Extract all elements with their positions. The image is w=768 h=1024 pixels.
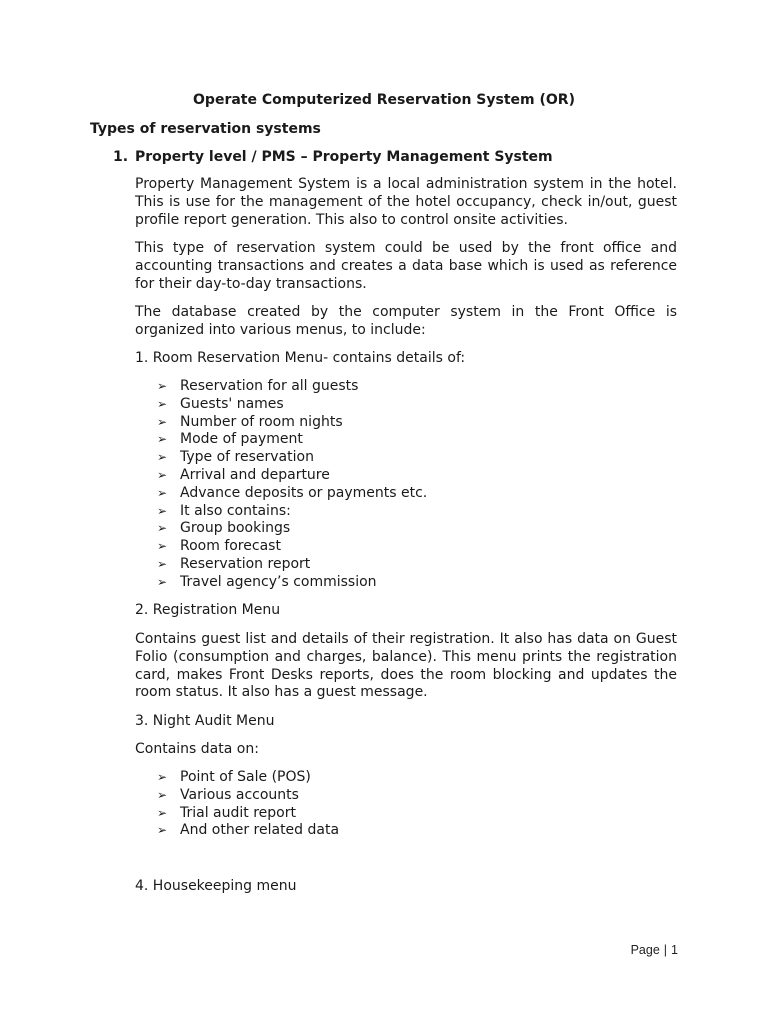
list-item [135,485,677,503]
list-item-text: Trial audit report [180,804,296,821]
arrow-bullet-icon: ➢ [157,787,168,802]
arrow-bullet-icon: ➢ [157,485,168,500]
list-item-text: Travel agency’s commission [180,573,377,590]
arrow-bullet-icon: ➢ [157,450,168,465]
arrow-bullet-icon: ➢ [157,432,168,447]
list-item [135,822,677,840]
list-item-text: Advance deposits or payments etc. [180,484,428,501]
heading-text: Property level / PMS – Property Management System [135,149,553,165]
section-heading: Types of reservation systems [90,121,321,137]
list-item [135,538,677,556]
arrow-bullet-icon: ➢ [157,556,168,571]
list-item-text: And other related data [180,822,340,839]
night-audit-description: Contains data on: [135,741,259,757]
arrow-bullet-icon: ➢ [157,823,168,838]
numbered-heading [113,148,553,166]
list-item [135,378,677,396]
list-item-text: Various accounts [180,786,299,803]
heading-number: 1. [113,149,129,165]
list-item-text: Type of reservation [180,449,314,466]
list-item-text: Group bookings [180,520,291,537]
list-item [135,503,677,521]
list-item [135,805,677,823]
list-item [135,431,677,449]
arrow-bullet-icon: ➢ [157,805,168,820]
paragraph-reservation-use: This type of reservation system could be used by the front office and accounting transactions and creates a data base which is used as reference for their day-to-day transactions. [135,240,677,292]
list-item-text: Guests' names [180,395,284,412]
list-item-text: It also contains: [180,502,291,519]
room-menu-list-container [135,378,677,592]
arrow-bullet-icon: ➢ [157,467,168,482]
list-item [135,787,677,805]
page-title: Operate Computerized Reservation System (OR) [193,92,575,108]
night-audit-list-container [135,769,677,840]
list-item-text: Reservation for all guests [180,378,359,394]
list-item [135,414,677,432]
list-item [135,396,677,414]
list-item-text: Room forecast [180,538,281,555]
list-item [135,520,677,538]
housekeeping-menu-label: 4. Housekeeping menu [135,878,297,894]
paragraph-pms-definition: Property Management System is a local administration system in the hotel. This is use for the management of the hotel occupancy, check in/out, guest profile report generation. This also to control onsite activities. [135,176,677,228]
list-item-text: Arrival and departure [180,466,330,483]
arrow-bullet-icon: ➢ [157,396,168,411]
list-item [135,467,677,485]
footer-separator: | [663,943,668,957]
arrow-bullet-icon: ➢ [157,503,168,518]
registration-description: Contains guest list and details of their registration. It also has data on Guest Folio (consumption and charges, balance). This menu prints the registration card, makes Front Desks reports, does the room blocking and updates the room status. It also has a guest message. [135,631,677,701]
footer-page-number: 1 [671,943,678,957]
list-item [135,449,677,467]
list-item-text: Number of room nights [180,413,343,430]
list-item [135,769,677,787]
arrow-bullet-icon: ➢ [157,539,168,554]
arrow-bullet-icon: ➢ [157,379,168,393]
page-footer [631,943,678,957]
registration-menu-label: 2. Registration Menu [135,602,281,618]
list-item-text: Mode of payment [180,431,303,448]
room-reservation-menu-label: 1. Room Reservation Menu- contains details of: [135,350,466,366]
arrow-bullet-icon: ➢ [157,770,168,784]
night-audit-list [135,769,677,840]
list-item-text: Reservation report [180,555,311,572]
list-item-text: Point of Sale (POS) [180,769,311,785]
arrow-bullet-icon: ➢ [157,574,168,589]
paragraph-database: The database created by the computer system in the Front Office is organized into various menus, to include: [135,304,677,338]
list-item [135,556,677,574]
arrow-bullet-icon: ➢ [157,414,168,429]
room-menu-list [135,378,677,592]
arrow-bullet-icon: ➢ [157,521,168,536]
night-audit-menu-label: 3. Night Audit Menu [135,713,275,729]
list-item [135,574,677,592]
footer-page-label: Page [630,943,660,957]
